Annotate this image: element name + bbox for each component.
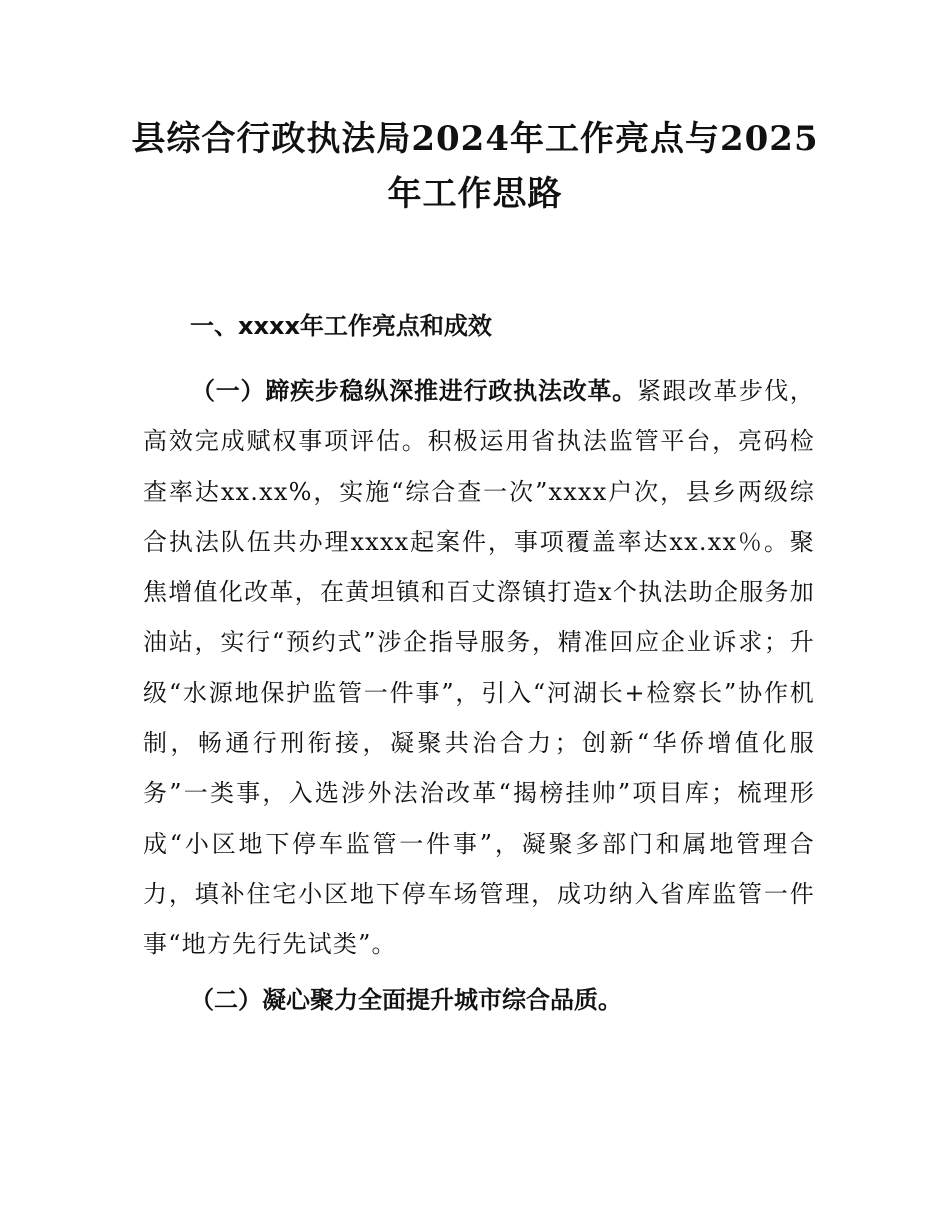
title-line-2: 年工作思路 (387, 174, 563, 214)
title-line-1: 县综合行政执法局2024年工作亮点与2025 (131, 119, 819, 159)
document-title (120, 112, 830, 222)
body-paragraph (143, 366, 815, 970)
section-heading: 一、xxxx年工作亮点和成效 (190, 312, 492, 340)
subsection-lead: （一）蹄疾步稳纵深推进行政执法改革。 (191, 377, 637, 405)
subsection-heading: （二）凝心聚力全面提升城市综合品质。 (190, 986, 622, 1014)
paragraph-text: 紧跟改革步伐，高效完成赋权事项评估。积极运用省执法监管平台，亮码检查率达xx.xx%，实施“综合查一次”xxxx户次，县乡两级综合执法队伍共办理xxxx起案件，事项覆盖率达xx.xx％。聚焦增值化改革，在黄坦镇和百丈漈镇打造x个执法助企服务加油站，实行“预约式”涉企指导服务，精准回应企业诉求；升级“水源地保护监管一件事”，引入“河湖长+检察长”协作机制，畅通行刑衔接，凝聚共治合力；创新“华侨增值化服务”一类事，入选涉外法治改革“揭榜挂帅”项目库；梳理形成“小区地下停车监管一件事”，凝聚多部门和属地管理合力，填补住宅小区地下停车场管理，成功纳入省库监管一件事“地方先行先试类”。 (143, 377, 816, 959)
